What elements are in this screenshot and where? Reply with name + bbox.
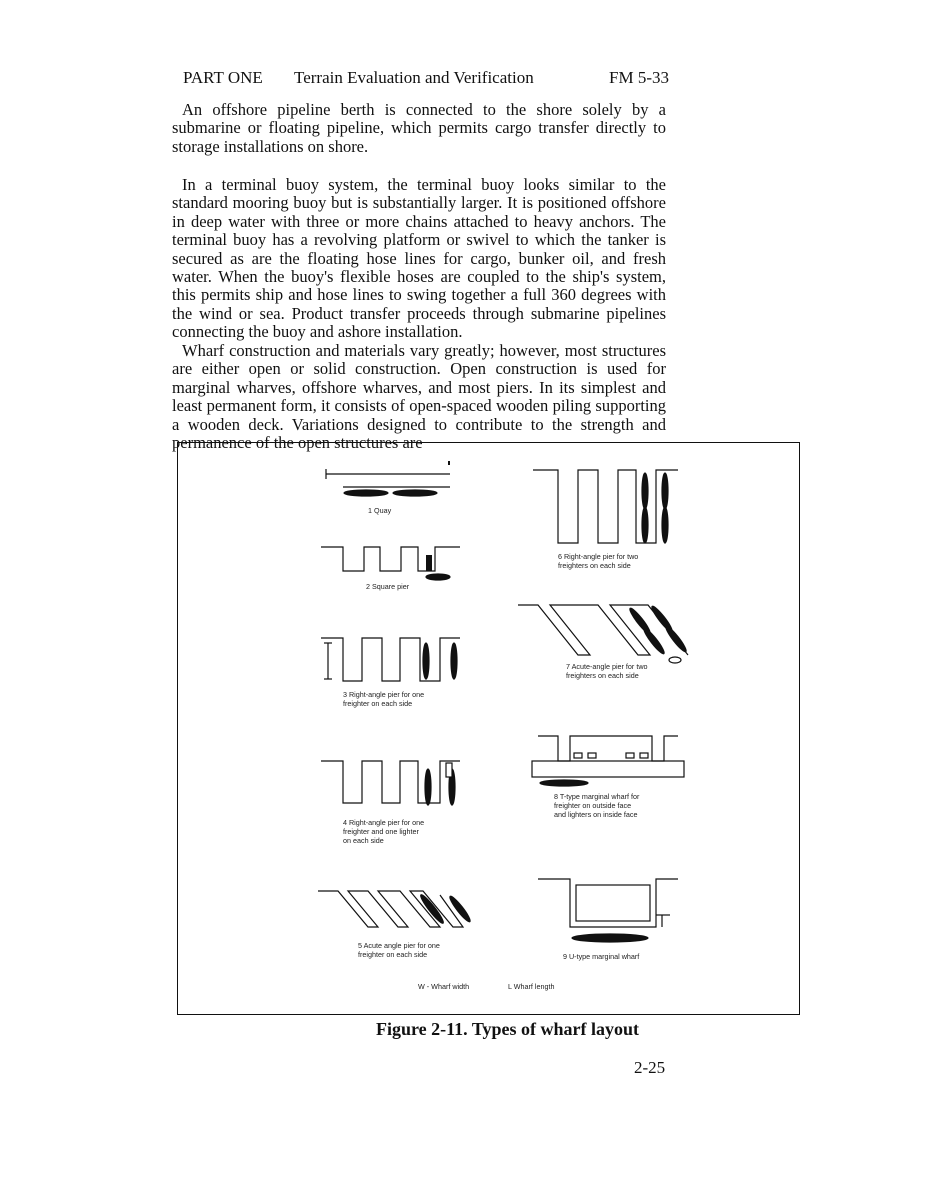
page-header	[183, 68, 669, 92]
wharf-layout-drawing	[178, 443, 801, 1016]
diagram-u-type-wharf	[538, 879, 678, 961]
diagram-5-label-line-1: 5 Acute angle pier for one	[358, 941, 440, 950]
page-number: 2-25	[634, 1058, 666, 1077]
diagram-7-label-line-2: freighters on each side	[566, 671, 639, 680]
diagram-acute-angle-pier	[318, 891, 472, 959]
paragraph-terminal-buoy: In a terminal buoy system, the terminal buoy looks similar to the standard mooring buoy but is substantially larger. It is positioned offshore in deep water with three or more chains attached to heavy anchors. The terminal buoy has a revolving platform or swivel to which the tanker is secured as are the floating hose lines for cargo, bunker oil, and fresh water. When the buoy's flexible hoses are coupled to the ship's system, this permits ship and hose lines to swing together a full 360 degrees with the wind or sea. Product transfer proceeds through submarine pipelines connecting the buoy and ashore installation.	[172, 175, 666, 342]
diagram-7-label-line-1: 7 Acute-angle pier for two	[566, 662, 648, 671]
diagram-8-label-line-1: 8 T-type marginal wharf for	[554, 792, 640, 801]
paragraph-wharf-construction: Wharf construction and materials vary greatly; however, most structures are either open or solid construction. Open construction is used for marginal wharves, offshore wharves, and most piers. In its simplest and least permanent form, it consists of open-spaced wooden piling supporting a wooden deck. Variations designed to contribute to the strength and permanence of the open structures are	[172, 341, 666, 453]
diagram-4-label-line-2: freighter and one lighter	[343, 827, 419, 836]
section-title: Terrain Evaluation and Verification	[294, 68, 534, 87]
diagram-2-label: 2 Square pier	[366, 582, 410, 591]
paragraph-offshore-pipeline: An offshore pipeline berth is connected to the shore solely by a submarine or floating pipeline, which permits cargo transfer directly to storage installations on shore.	[172, 100, 666, 156]
diagram-3-label-line-2: freighter on each side	[343, 699, 413, 708]
diagram-4-label-line-3: on each side	[343, 836, 384, 845]
part-label: PART ONE	[183, 68, 263, 87]
diagram-8-label-line-3: and lighters on inside face	[554, 810, 638, 819]
diagram-right-angle-pier-lighter	[321, 761, 460, 845]
diagram-right-angle-pier-two	[533, 470, 678, 570]
diagram-9-label: 9 U-type marginal wharf	[563, 952, 640, 961]
diagram-right-angle-pier-one	[321, 638, 460, 708]
diagram-6-label-line-1: 6 Right-angle pier for two	[558, 552, 639, 561]
diagram-1-label: 1 Quay	[368, 506, 392, 515]
legend-wharf-length: L Wharf length	[508, 982, 555, 991]
diagram-quay	[326, 461, 450, 515]
manual-number: FM 5-33	[609, 68, 669, 87]
diagram-3-label-line-1: 3 Right-angle pier for one	[343, 690, 425, 699]
diagram-4-label-line-1: 4 Right-angle pier for one	[343, 818, 425, 827]
wharf-layout-figure	[177, 442, 800, 1015]
diagram-t-type-wharf	[532, 736, 684, 819]
figure-caption: Figure 2-11. Types of wharf layout	[375, 1019, 639, 1039]
diagram-5-label-line-2: freighter on each side	[358, 950, 428, 959]
diagram-8-label-line-2: freighter on outside face	[554, 801, 632, 810]
legend-wharf-width: W - Wharf width	[418, 982, 470, 991]
diagram-acute-angle-pier-two	[518, 605, 688, 680]
diagram-square-pier	[321, 547, 460, 591]
diagram-6-label-line-2: freighters on each side	[558, 561, 631, 570]
